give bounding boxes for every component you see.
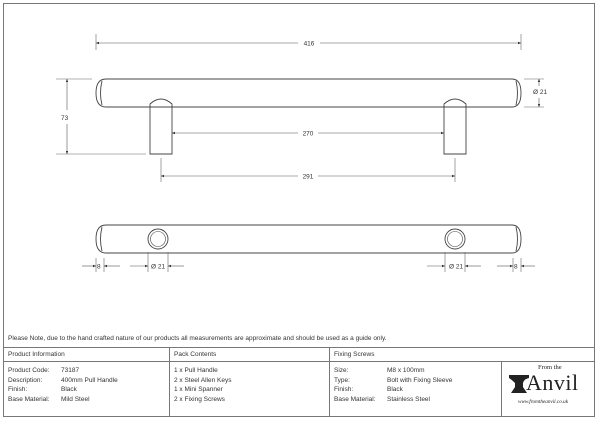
pack-item: 2 x Steel Allen Keys	[174, 376, 232, 384]
leg-diameter-left-label: Ø 21	[151, 263, 166, 271]
product-info-row: Finish: Black	[8, 386, 77, 394]
overall-length-label: 416	[303, 40, 315, 48]
fixing-screws-list	[334, 366, 452, 404]
fixing-screw-row: Type: Bolt with Fixing Sleeve	[334, 376, 453, 384]
product-info-row: Base Material: Mild Steel	[8, 395, 90, 403]
from-the-anvil-logo: From the Anvil www.fromtheanvil.co.uk	[504, 361, 592, 413]
height-label: 73	[61, 115, 69, 122]
product-info-row: Product Code: 73187	[8, 367, 80, 374]
fixing-screw-row: Size: M8 x 100mm	[334, 367, 425, 374]
pack-item: 1 x Pull Handle	[174, 367, 218, 374]
fixing-screws-heading: Fixing Screws	[334, 351, 375, 358]
fixing-screw-row: Finish: Black	[334, 386, 403, 394]
pack-contents-heading: Pack Contents	[174, 351, 217, 358]
product-info-list	[8, 366, 118, 404]
pack-item: 2 x Fixing Screws	[174, 395, 225, 403]
inner-span-label: 270	[302, 130, 314, 138]
end-left-label: 8	[97, 263, 101, 271]
product-info-row: Description: 400mm Pull Handle	[8, 376, 118, 384]
pack-contents-list	[174, 366, 231, 404]
pack-item: 1 x Mini Spanner	[174, 386, 223, 394]
disclaimer-note: Please Note, due to the hand crafted nature of our products all measurements are approximate and should be used as a guide only.	[8, 335, 387, 342]
bar-diameter-label: Ø 21	[533, 89, 548, 96]
centres-label: 291	[302, 173, 314, 181]
product-info-heading: Product Information	[8, 351, 65, 358]
leg-diameter-right-label: Ø 21	[449, 263, 464, 271]
fixing-screw-row: Base Material: Stainless Steel	[334, 395, 430, 403]
end-right-label: 8	[514, 263, 518, 271]
